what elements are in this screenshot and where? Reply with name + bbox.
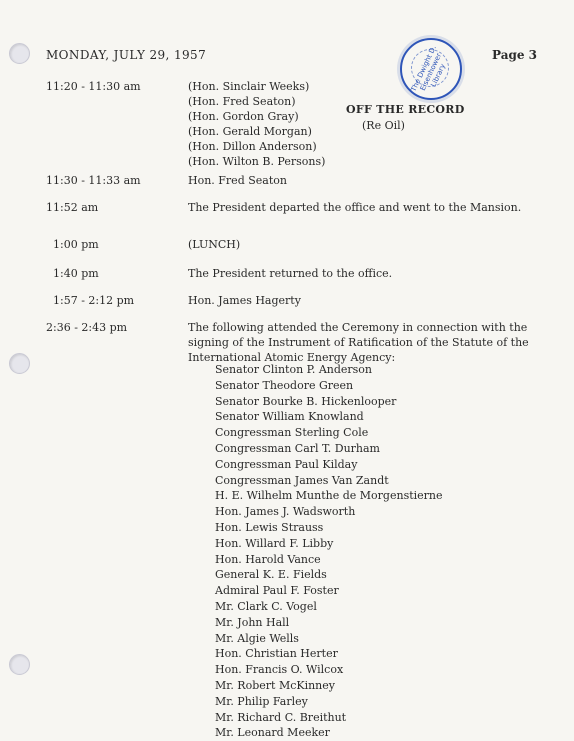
entry-description: The President returned to the office. — [188, 267, 393, 280]
binder-hole-top — [9, 43, 30, 64]
attendee-name: (Hon. Gordon Gray) — [188, 110, 299, 123]
attendee-name: Mr. Robert McKinney — [215, 678, 335, 692]
entry-description: The President departed the office and went to the Mansion. — [188, 201, 522, 214]
attendee-name: General K. E. Fields — [215, 568, 327, 582]
attendee-name: Hon. Christian Herter — [215, 647, 338, 661]
page-date: MONDAY, JULY 29, 1957 — [46, 48, 207, 62]
entry-time: 2:36 - 2:43 pm — [46, 321, 128, 334]
attendee-name: Mr. John Hall — [215, 615, 290, 629]
library-stamp — [400, 38, 462, 100]
off-the-record-note: OFF THE RECORD — [346, 103, 465, 116]
attendee-name: (Hon. Gerald Morgan) — [188, 125, 312, 138]
entry-description: (LUNCH) — [188, 238, 241, 251]
entry-description: The following attended the Ceremony in connection with the signing of the Instrument of Ratification of the Statute of the International Atomic Energy Agency: — [188, 321, 529, 364]
ceremony-attendee-list — [215, 362, 443, 741]
attendee-name: Mr. Leonard Meeker — [215, 726, 330, 740]
attendee-name: Senator Bourke B. Hickenlooper — [215, 394, 397, 408]
attendee-name: (Hon. Wilton B. Persons) — [188, 155, 326, 168]
attendee-name: Congressman Sterling Cole — [215, 426, 369, 440]
attendee-name: Hon. Francis O. Wilcox — [215, 663, 344, 677]
attendee-name: Mr. Algie Wells — [215, 631, 299, 645]
attendee-name: H. E. Wilhelm Munthe de Morgenstierne — [215, 489, 443, 503]
off-the-record-subnote: (Re Oil) — [362, 119, 405, 132]
entry-description: Hon. Fred Seaton — [188, 174, 287, 187]
attendee-name: Mr. Clark C. Vogel — [215, 599, 317, 613]
entry-time: 11:20 - 11:30 am — [46, 80, 141, 93]
entry-time: 1:57 - 2:12 pm — [53, 294, 135, 307]
attendee-group — [188, 79, 325, 169]
attendee-name: Hon. James J. Wadsworth — [215, 505, 356, 519]
attendee-name: (Hon. Dillon Anderson) — [188, 140, 317, 153]
entry-description: Hon. James Hagerty — [188, 294, 301, 307]
attendee-name: Senator William Knowland — [215, 410, 364, 424]
binder-hole-bottom — [9, 654, 30, 675]
attendee-name: Mr. Richard C. Breithut — [215, 710, 347, 724]
attendee-name: Hon. Lewis Strauss — [215, 520, 324, 534]
entry-time: 11:30 - 11:33 am — [46, 174, 141, 187]
attendee-name: Congressman Paul Kilday — [215, 457, 358, 471]
attendee-name: Mr. Philip Farley — [215, 694, 308, 708]
attendee-name: Senator Theodore Green — [215, 378, 354, 392]
attendee-name: Hon. Willard F. Libby — [215, 536, 334, 550]
stamp-text: The Dwight D. Eisenhower Library — [409, 44, 448, 93]
attendee-name: Admiral Paul F. Foster — [215, 584, 339, 598]
attendee-name: Senator Clinton P. Anderson — [215, 363, 373, 376]
attendee-name: Hon. Harold Vance — [215, 552, 321, 566]
entry-time: 11:52 am — [46, 201, 99, 214]
attendee-name: Congressman Carl T. Durham — [215, 441, 380, 455]
binder-hole-middle — [9, 353, 30, 374]
entry-time: 1:00 pm — [53, 238, 99, 251]
attendee-name: Congressman James Van Zandt — [215, 473, 389, 487]
page-number: Page 3 — [492, 48, 538, 62]
attendee-name: (Hon. Fred Seaton) — [188, 95, 296, 108]
entry-time: 1:40 pm — [53, 267, 99, 280]
attendee-name: (Hon. Sinclair Weeks) — [188, 80, 310, 93]
